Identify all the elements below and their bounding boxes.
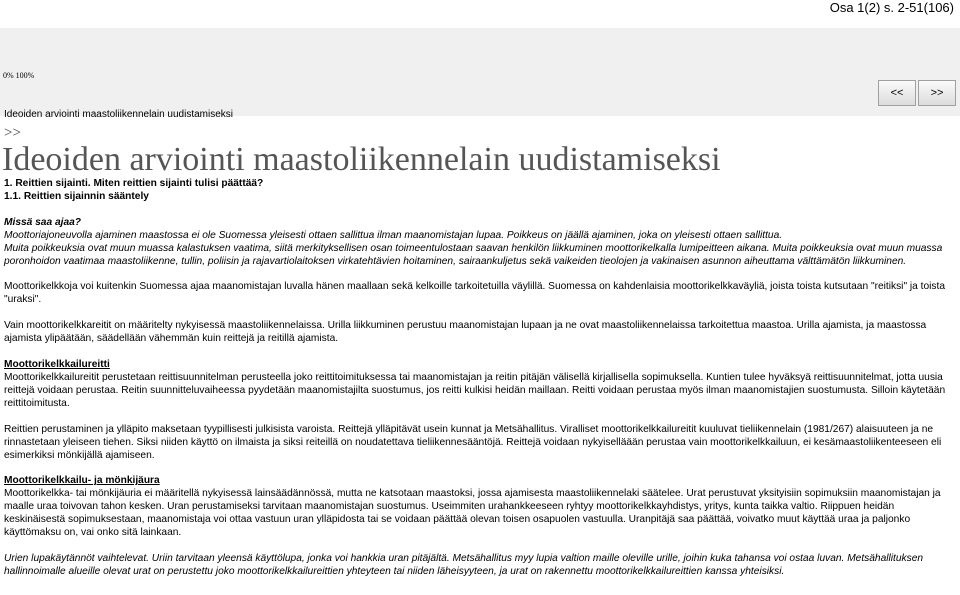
paragraph: Muita poikkeuksia ovat muun muassa kalastuksen vaatima, siitä merkityksellisen osan toimeentulostaan saavan henkilön liikkuminen moottorikelkalla lumipeitteen aikana. Muita poikkeuksia ovat muun muassa poronhoidon vaatimaa maastoliikenne, tullin, poliisin ja rajavartiolaitoksen virkatehtävien hoitaminen, sairaankuljetus sekä vaikeiden tieolojen ja vakinaisen asunnon aiheuttama välttämätön liikkuminen.	[4, 242, 943, 267]
viewer-document-title: Ideoiden arviointi maastoliikennelain uudistamiseksi	[4, 109, 234, 120]
paragraph: Reittien perustaminen ja ylläpito maksetaan tyypillisesti julkisista varoista. Reittejä ylläpitävät usein kunnat ja Metsähallitus. Viralliset moottorikelkkailureitit kuuluvat tieliikennelain (1981/267) alaisuuteen ja ne rinnastetaan yleiseen tiehen. Siksi niiden käyttö on ilmaista ja siksi reiteillä on noudatettava tieliikennesääntöjä. Reittejä voidaan nykyiselläään perustaa vain moottorikelkkailuun, ei kesämaastoliikenteeseen eli esimerkiksi mönkijällä ajamiseen.	[4, 423, 942, 461]
section-heading-1-1: 1.1. Reittien sijainnin sääntely	[4, 190, 149, 202]
paragraph: Moottorikelkkailureitit perustetaan reittisuunnitelman perusteella joko reittitoimituksessa tai maanomistajan ja reitin pitäjän välisellä kirjallisella sopimuksella. Kuntien tulee hyväksyä reittisuunnitelmat, jotta uusia reittejä voidaan perustaa. Reitin suunnitteluvaiheessa pyydetään maanomistajilta suostumus, jos reitti kulkisi heidän maillaan. Reitti voidaan perustaa myös ilman maanomistajien suostumusta. Silloin käytetään reittitoimitusta.	[4, 371, 946, 409]
page-navigation	[878, 80, 958, 106]
document-body	[4, 178, 952, 579]
paragraph: Moottorikelkkoja voi kuitenkin Suomessa ajaa maanomistajan luvalla hänen maallaan sekä kelkoille tarkoitetuilla väylillä. Suomessa on kahdenlaisia moottorikelkkaväyliä, joista toista kutsutaan "reitiksi" ja toista "uraksi".	[4, 281, 945, 306]
page-number: Osa 1(2) s. 2-51(106)	[829, 0, 954, 15]
viewer-toolbar	[0, 28, 960, 120]
subheading-urat: Moottorikelkkailu- ja mönkijäura	[4, 475, 160, 487]
subheading-missa: Missä saa ajaa?	[4, 216, 82, 228]
next-page-button[interactable]: >>	[918, 80, 956, 106]
section-heading-1: 1. Reittien sijainti. Miten reittien sijainti tulisi päättää?	[4, 178, 264, 189]
previous-page-button[interactable]: <<	[878, 80, 916, 106]
page-title: Ideoiden arviointi maastoliikennelain uudistamiseksi	[2, 141, 721, 178]
paragraph: Vain moottorikelkkareitit on määritelty nykyisessä maastoliikennelaissa. Urilla liikkuminen perustuu maanomistajan lupaan ja ne ovat maastoliikennelaissa tarkoitettua maastoa. Urilla ajamista, ja maastossa ajamista ylipäätään, säädellään vähemmän kuin reittejä ja reitillä ajamista.	[4, 320, 927, 345]
breadcrumb[interactable]: >>	[4, 125, 21, 141]
paragraph: Moottorikelkka- tai mönkijäuria ei määritellä nykyisessä lainsäädännössä, mutta ne katsotaan maastoksi, jossa ajamisesta maastoliikennelaki säätelee. Urat perustuvat yksityisiin sopimuksiin maanomistajan ja maalle uraa toivovan tahon kesken. Uran perustamiseksi tarvitaan maanomistajan suostumus. Useimmiten urahankkeeseen ryhtyy moottorikelkkayhdistys, yritys, kunta taikka valtio. Riippuen heidän keskinäisestä sopimuksestaan, maanomistaja voi ottaa vastuun uran ylläpidosta tai se voidaan päättää olevan toisen osapuolen vastuulla. Uranpitäjä saa päättää, voivatko muut käyttää uraa ja paljonko käyttömaksu on, vai onko sitä lainkaan.	[4, 488, 941, 539]
subheading-reitit: Moottorikelkkailureitti	[4, 359, 110, 371]
zoom-indicator[interactable]: 0% 100%	[3, 71, 35, 80]
paragraph: Urien lupakäytännöt vaihtelevat. Uriin tarvitaan yleensä käyttölupa, jonka voi hankkia uran pitäjältä. Metsähallitus myy lupia valtion maille oleville urille, joihin kuka tahansa voi ostaa luvan. Metsähallituksen hallinnoimalle alueille olevat urat on perustettu joko moottorikelkkailureittien yhteyteen tai niiden läheisyyteen, ja urat on rakennettu moottorikelkkailureittien kanssa yhteisiksi.	[4, 552, 924, 577]
paragraph: Moottoriajoneuvolla ajaminen maastossa ei ole Suomessa yleisesti ottaen sallittua ilman maanomistajan lupaa. Poikkeus on jäällä ajaminen, joka on yleisesti ottaen sallittua.	[4, 229, 783, 241]
